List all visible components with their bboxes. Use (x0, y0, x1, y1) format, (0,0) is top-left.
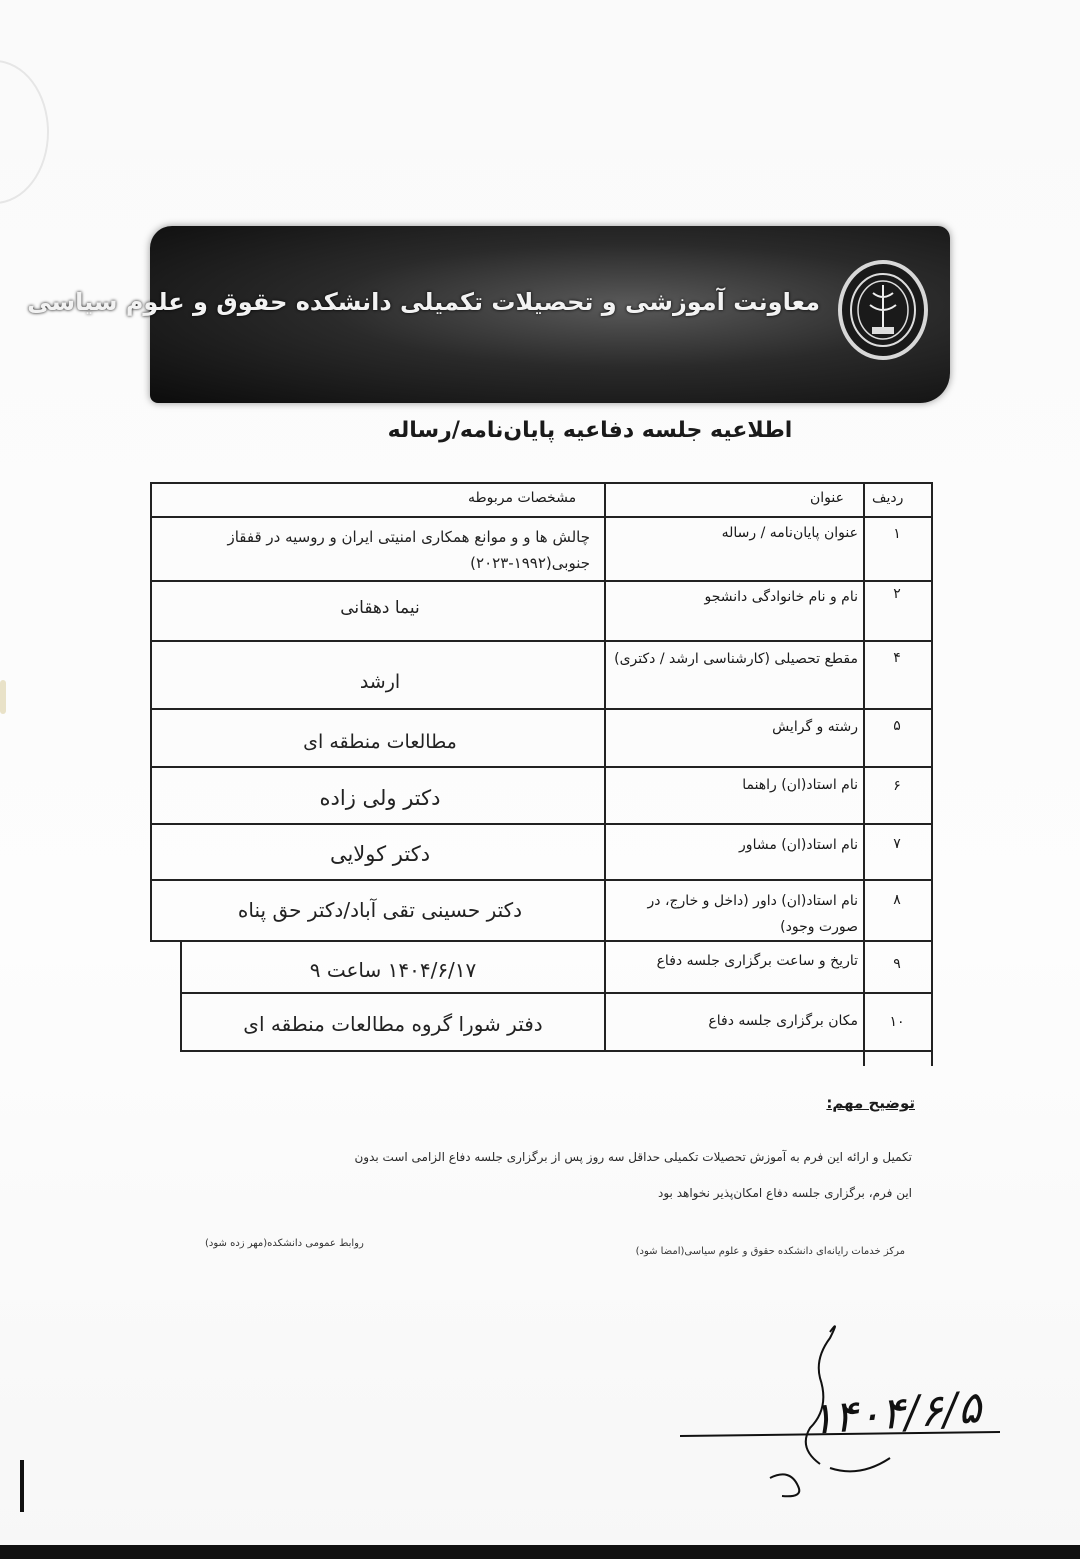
row-label: رشته و گرایش (772, 719, 858, 735)
row-number: ۸ (893, 892, 901, 908)
notes-line-1: تکمیل و ارائه این فرم به آموزش تحصیلات تکمیلی حداقل سه روز پس از برگزاری جلسه دفاع الزامی است بدون (354, 1150, 912, 1164)
field-value: مطالعات منطقه ای (303, 731, 457, 753)
row-number: ۶ (893, 778, 901, 794)
row-label: نام استاد(ان) مشاور (739, 837, 858, 853)
student-name-value: نیما دهقانی (340, 598, 420, 618)
document-heading: اطلاعیه جلسه دفاعیه پایان‌نامه/رساله (387, 418, 793, 443)
row-number: ۵ (893, 718, 901, 734)
referees-value: دکتر حسینی تقی آباد/دکتر حق پناه (237, 898, 523, 922)
banner-title: معاونت آموزشی و تحصیلات تکمیلی دانشکده حقوق و علوم سیاسی (27, 288, 820, 316)
row-label: نام استاد(ان) داور (داخل و خارج، در صورت وجود) (647, 893, 858, 935)
row-label: نام و نام خانوادگی دانشجو (704, 589, 858, 605)
scan-bottom-edge (0, 1545, 1080, 1559)
university-emblem-icon (838, 260, 928, 360)
scan-artifact-tick (20, 1460, 24, 1512)
row-number: ۱۰ (889, 1014, 905, 1030)
row-number: ۷ (893, 836, 901, 852)
defense-datetime-value: ۱۴۰۴/۶/۱۷ ساعت ۹ (309, 958, 477, 982)
scan-artifact-mark (0, 680, 6, 714)
defense-location-value: دفتر شورا گروه مطالعات منطقه ای (243, 1012, 543, 1036)
row-label: مکان برگزاری جلسه دفاع (708, 1013, 858, 1029)
it-center-signature-label: مرکز خدمات رایانه‌ای دانشکده حقوق و علوم سیاسی(امضا شود) (635, 1246, 905, 1257)
row-number: ۹ (893, 956, 901, 972)
row-number: ۴ (893, 650, 901, 666)
handwritten-date: ۱۴۰۴/۶/۵ (808, 1382, 984, 1445)
info-table (150, 482, 933, 1066)
row-number: ۲ (893, 586, 901, 602)
public-relations-signature-label: روابط عمومی دانشکده(مهر زده شود) (205, 1238, 364, 1249)
notes-line-2: این فرم، برگزاری جلسه دفاع امکان‌پذیر نخواهد بود (658, 1186, 912, 1200)
header-banner (27, 226, 950, 403)
degree-value: ارشد (359, 671, 401, 693)
row-label: عنوان پایان‌نامه / رساله (721, 525, 858, 541)
row-label: تاریخ و ساعت برگزاری جلسه دفاع (656, 953, 858, 969)
row-label: نام استاد(ان) راهنما (742, 777, 858, 793)
row-number: ۱ (893, 526, 901, 542)
notes-title: توضیح مهم: (826, 1094, 915, 1112)
header-title: عنوان (810, 490, 844, 506)
advisor-value: دکتر کولایی (329, 842, 431, 866)
thesis-title-value: چالش ها و و موانع همکاری امنیتی ایران و روسیه در قفقاز جنوبی(۱۹۹۲-۲۰۲۳) (227, 528, 590, 572)
header-details: مشخصات مربوطه (468, 490, 577, 506)
supervisor-value: دکتر ولی زاده (319, 786, 441, 810)
header-row-number: ردیف (872, 490, 904, 506)
row-label: مقطع تحصیلی (کارشناسی ارشد / دکتری) (614, 651, 858, 667)
